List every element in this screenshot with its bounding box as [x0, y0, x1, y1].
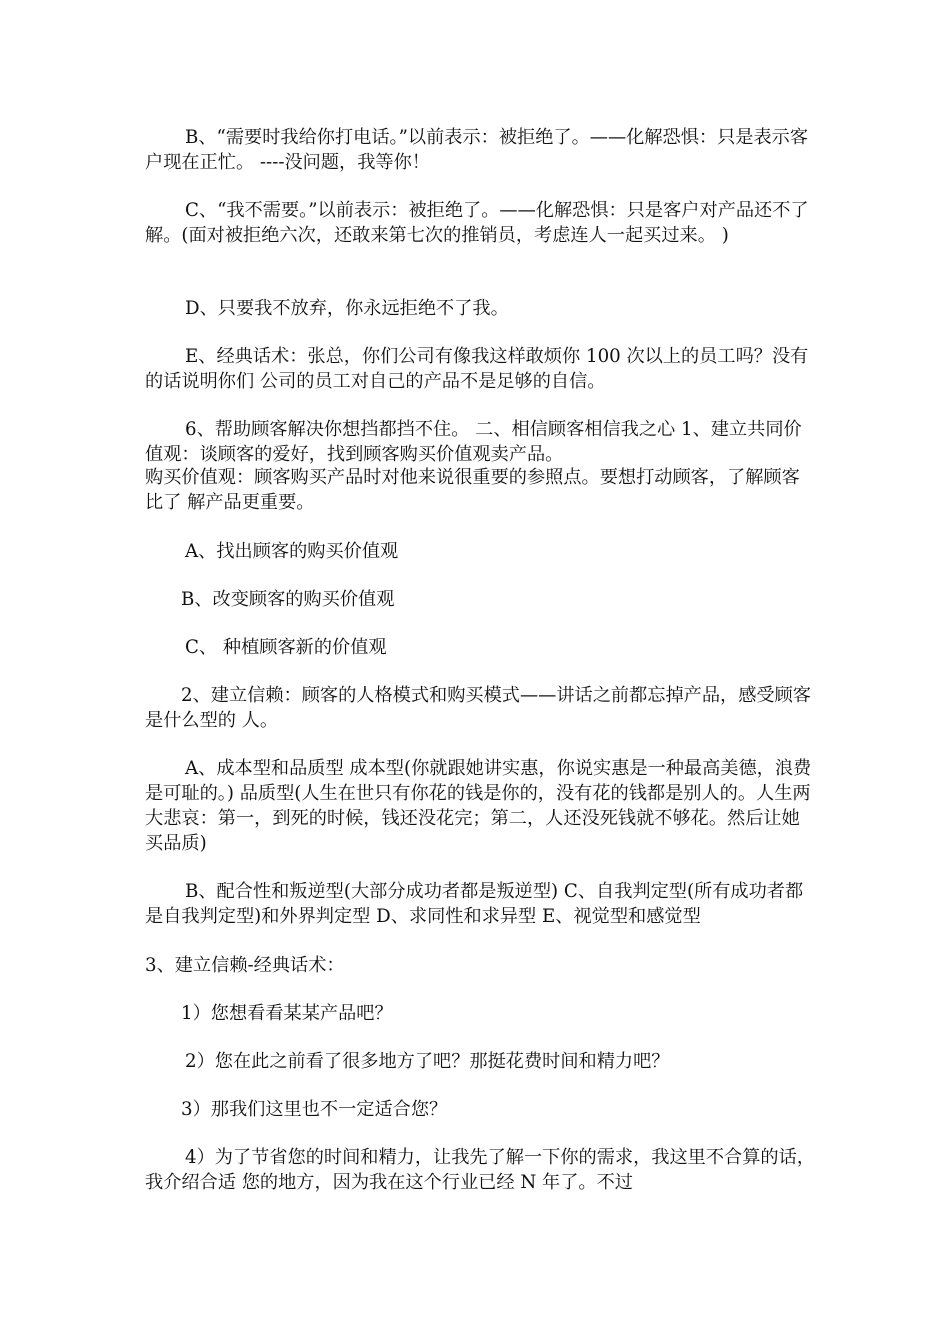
paragraph-d-never-give-up: D、只要我不放弃，你永远拒绝不了我。	[185, 298, 509, 319]
paragraph-2-build-trust: 2、建立信赖：顾客的人格模式和购买模式——讲话之前都忘掉产品，感受顾客是什么型的 人。	[145, 685, 811, 731]
list-item-2: 2）您在此之前看了很多地方了吧？那挺花费时间和精力吧？	[185, 1051, 670, 1072]
list-item-4: 4）为了节省您的时间和精力，让我先了解一下你的需求，我这里不合算的话，我介绍合适 您的地方，因为我在这个行业已经 N 年了。不过	[145, 1147, 815, 1193]
paragraph-b-call-later: B、“需要时我给你打电话。”以前表示：被拒绝了。——化解恐惧：只是表示客户现在正忙。 ----没问题，我等你！	[145, 127, 809, 173]
list-item-a-find-values: A、找出顾客的购买价值观	[185, 541, 399, 562]
list-item-c-plant-values: C、 种植顾客新的价值观	[185, 637, 387, 658]
paragraph-6-help-customer: 6、帮助顾客解决你想挡都挡不住。 二、相信顾客相信我之心 1、建立共同价值观：谈顾客的爱好，找到顾客购买价值观卖产品。	[145, 419, 802, 465]
paragraph-a-cost-quality: A、成本型和品质型 成本型(你就跟她讲实惠，你说实惠是一种最高美德，浪费是可耻的。) 品质型(人生在世只有你花的钱是你的，没有花的钱都是别人的。人生两大悲哀：第一，到死的时候，钱还没花完；第二，人还没死钱就不够花。然后让她买品质)	[145, 758, 812, 854]
paragraph-purchase-values: 购买价值观：顾客购买产品时对他来说很重要的参照点。要想打动顾客，了解顾客比了 解产品更重要。	[145, 467, 800, 513]
paragraph-b-cooperative-rebel: B、配合性和叛逆型(大部分成功者都是叛逆型) C、自我判定型(所有成功者都是自我判定型)和外界判定型 D、求同性和求异型 E、视觉型和感觉型	[145, 881, 804, 927]
list-item-1: 1）您想看看某某产品吧？	[181, 1003, 393, 1024]
list-item-3: 3）那我们这里也不一定适合您？	[181, 1099, 448, 1120]
list-item-b-change-values: B、改变顾客的购买价值观	[181, 589, 395, 610]
paragraph-e-classic-script: E、经典话术：张总，你们公司有像我这样敢烦你 100 次以上的员工吗？没有的话说明你们 公司的员工对自己的产品不是足够的自信。	[145, 346, 809, 392]
paragraph-c-no-need: C、“我不需要。”以前表示：被拒绝了。——化解恐惧：只是客户对产品还不了解。(面对被拒绝六次，还敢来第七次的推销员，考虑连人一起买过来。 )	[145, 200, 809, 246]
paragraph-3-trust-script: 3、建立信赖-经典话术：	[145, 955, 345, 976]
